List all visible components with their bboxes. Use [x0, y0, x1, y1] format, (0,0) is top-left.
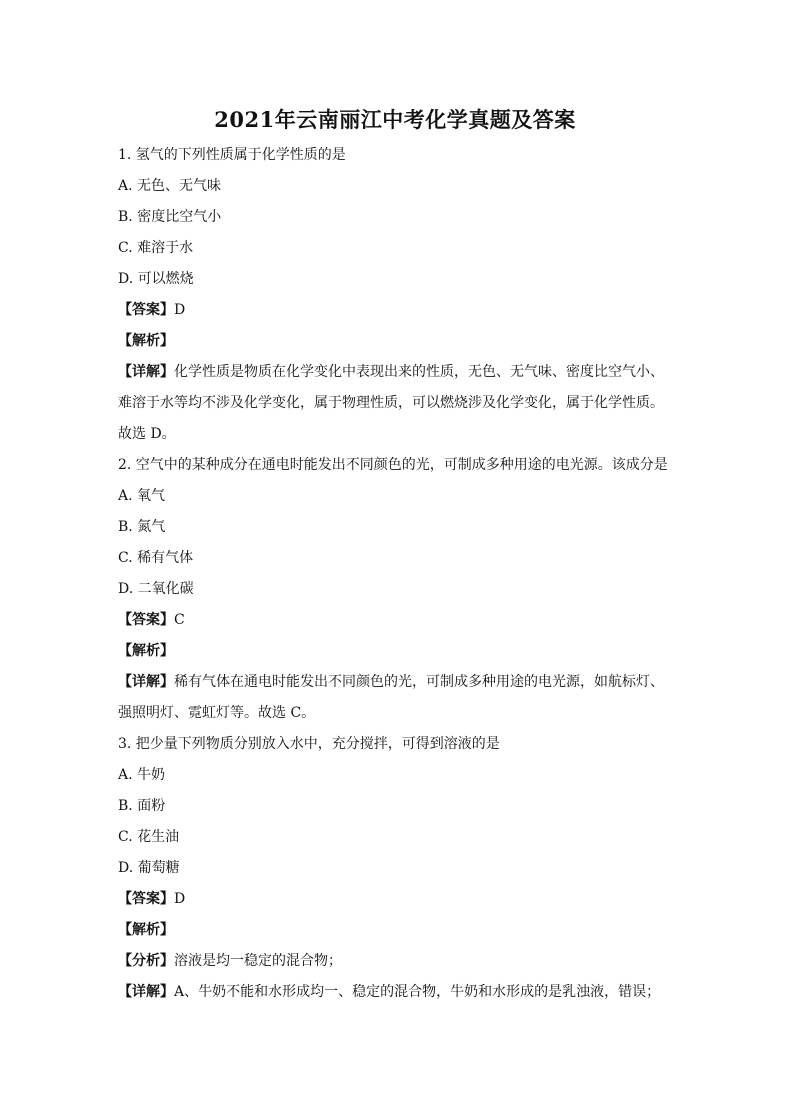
explanation-line: 【详解】A、牛奶不能和水形成均一、稳定的混合物，牛奶和水形成的是乳浊液，错误；: [118, 984, 661, 1000]
question-2-stem: 2. 空气中的某种成分在通电时能发出不同颜色的光，可制成多种用途的电光源。该成分是: [118, 457, 668, 473]
option-a: A. 牛奶: [118, 767, 166, 783]
option-d: D. 葡萄糖: [118, 860, 180, 876]
answer-line: 【答案】C: [118, 612, 185, 628]
explanation-line: 故选 D。: [118, 426, 176, 442]
analysis-heading: 【解析】: [118, 333, 174, 349]
question-3-stem: 3. 把少量下列物质分别放入水中，充分搅拌，可得到溶液的是: [118, 736, 500, 752]
question-1-stem: 1. 氢气的下列性质属于化学性质的是: [118, 147, 346, 163]
option-b: B. 密度比空气小: [118, 209, 222, 225]
option-d: D. 可以燃烧: [118, 271, 194, 287]
explanation-line: 【详解】化学性质是物质在化学变化中表现出来的性质，无色、无气味、密度比空气小、: [118, 364, 664, 380]
option-a: A. 无色、无气味: [118, 178, 222, 194]
option-a: A. 氧气: [118, 488, 166, 504]
option-b: B. 面粉: [118, 798, 166, 814]
page-title: 2021年云南丽江中考化学真题及答案: [214, 107, 576, 132]
analysis-line: 【分析】溶液是均一稳定的混合物；: [118, 953, 342, 969]
option-c: C. 花生油: [118, 829, 180, 845]
explanation-line: 难溶于水等均不涉及化学变化，属于物理性质，可以燃烧涉及化学变化，属于化学性质。: [118, 395, 664, 411]
option-d: D. 二氧化碳: [118, 581, 194, 597]
option-c: C. 难溶于水: [118, 240, 194, 256]
option-b: B. 氮气: [118, 519, 166, 535]
analysis-heading: 【解析】: [118, 922, 174, 938]
explanation-line: 强照明灯、霓虹灯等。故选 C。: [118, 705, 316, 721]
option-c: C. 稀有气体: [118, 550, 194, 566]
analysis-heading: 【解析】: [118, 643, 174, 659]
answer-line: 【答案】D: [118, 302, 186, 318]
answer-line: 【答案】D: [118, 891, 186, 907]
explanation-line: 【详解】稀有气体在通电时能发出不同颜色的光，可制成多种用途的电光源，如航标灯、: [118, 674, 664, 690]
